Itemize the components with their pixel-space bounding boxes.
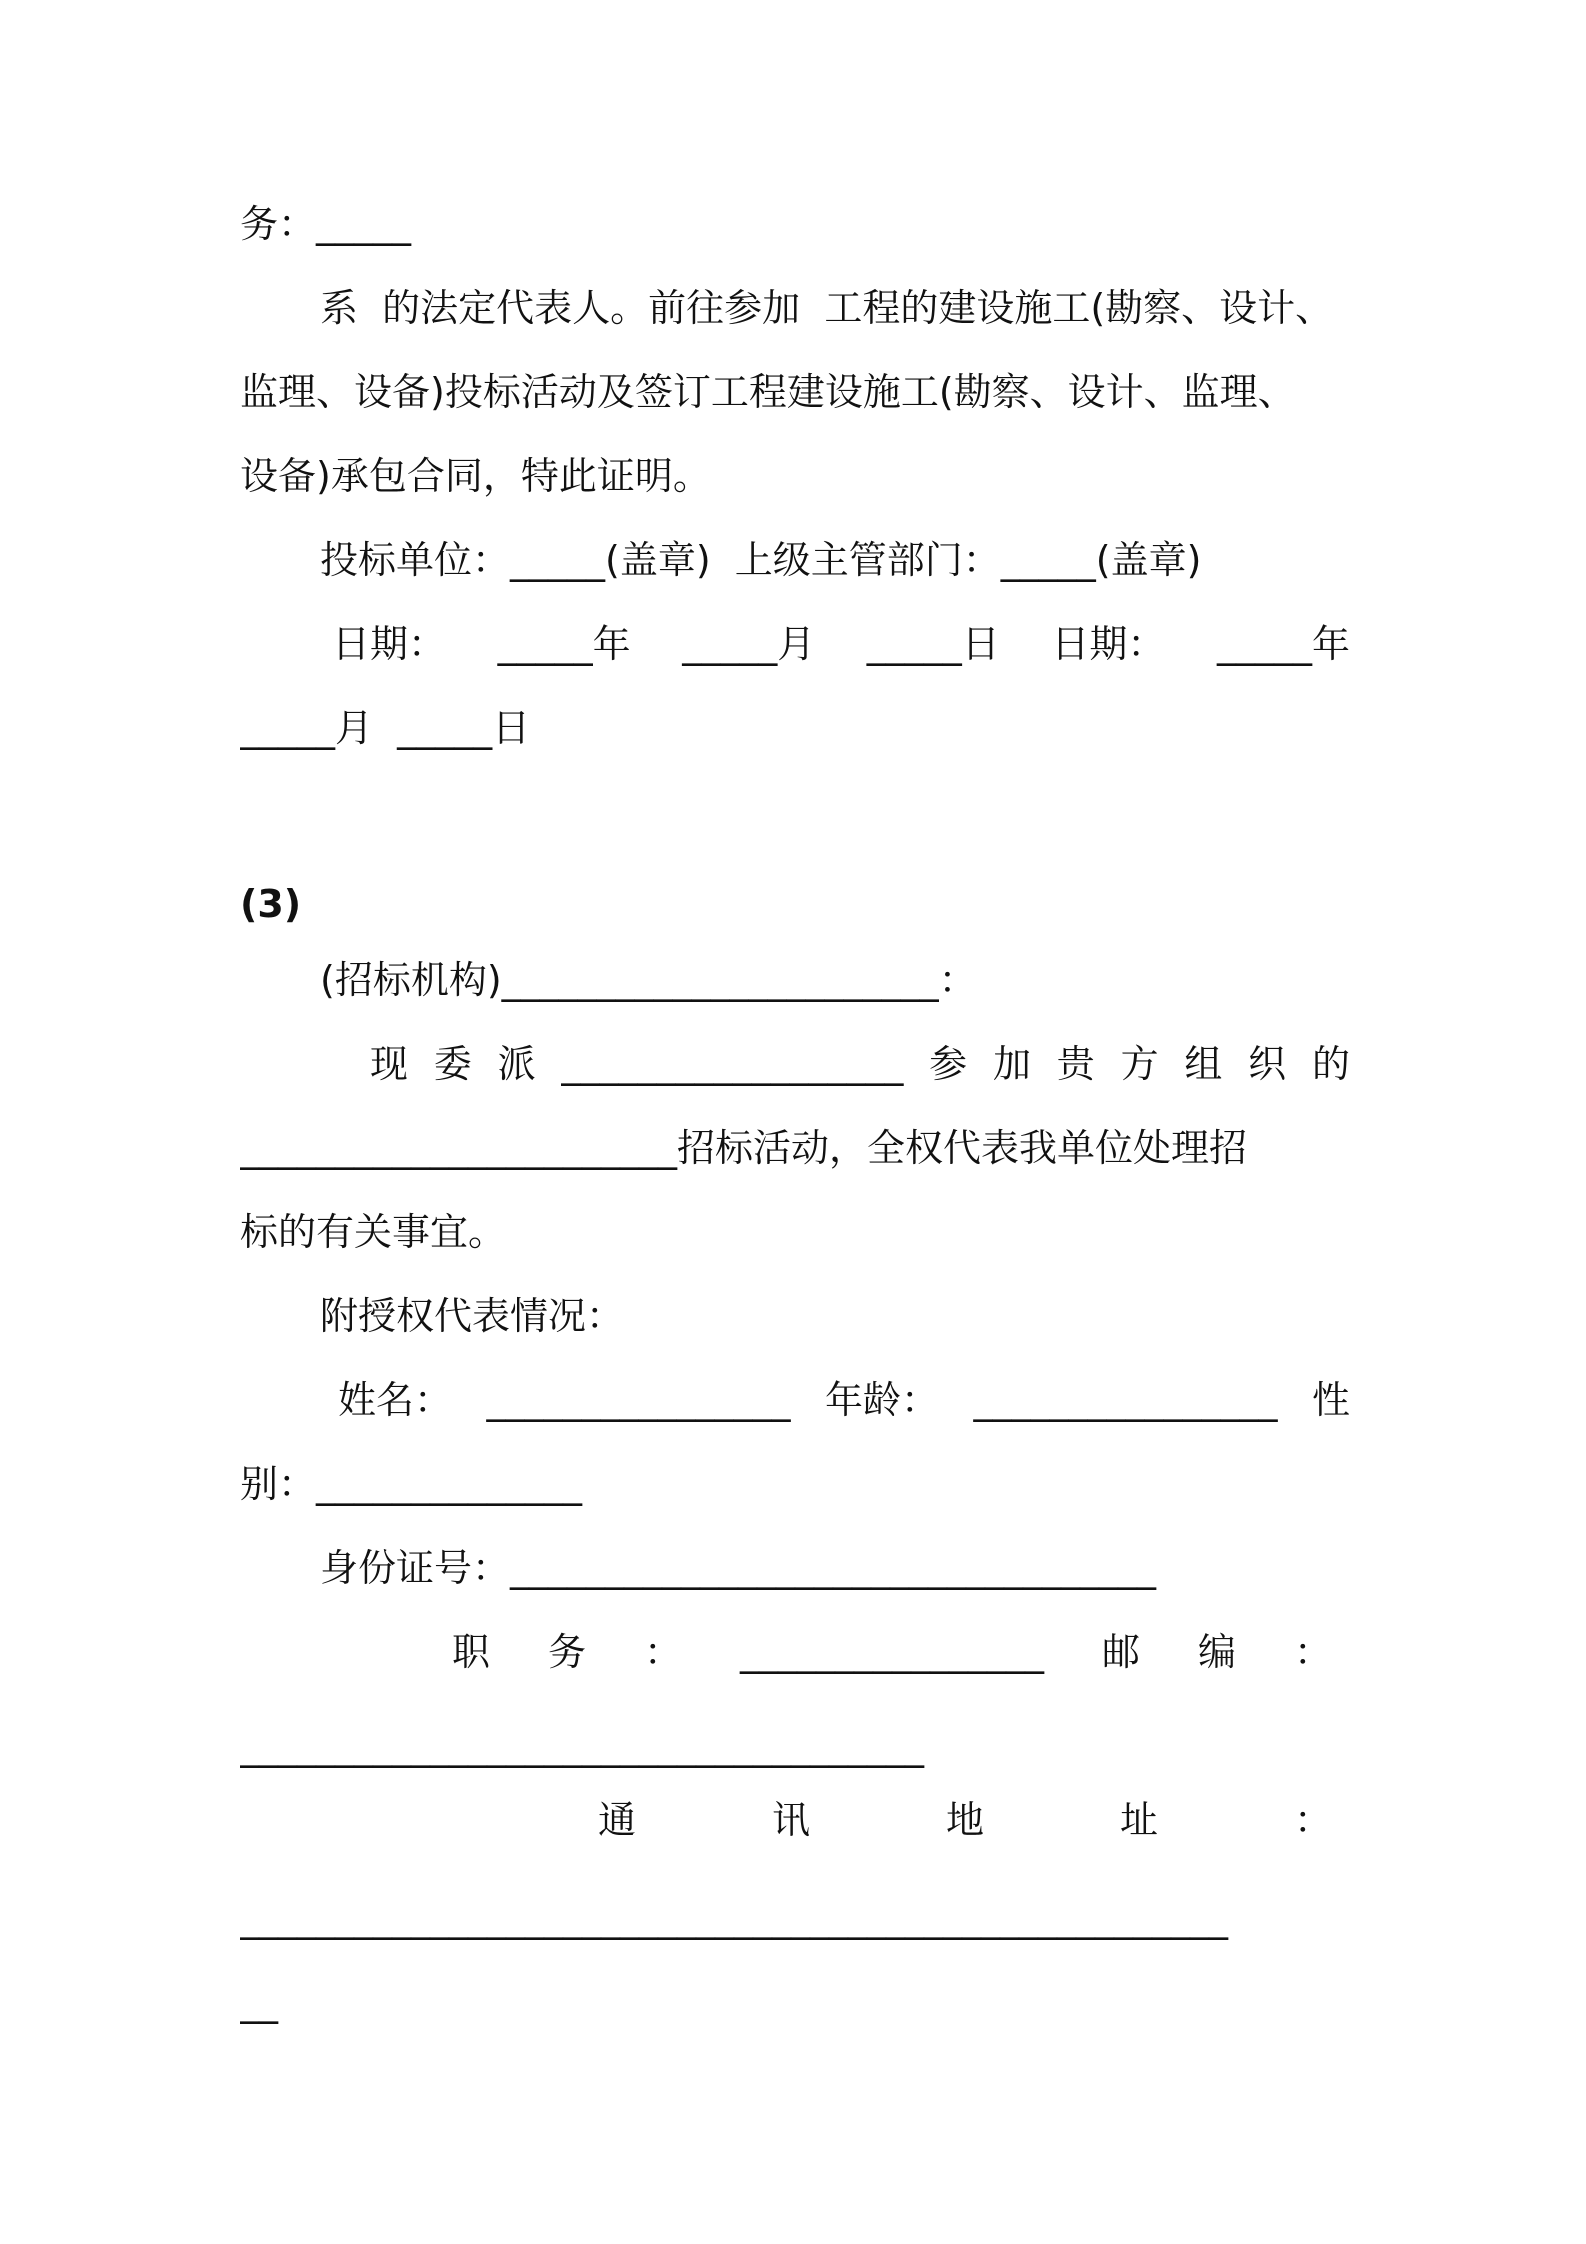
section-number: (3) xyxy=(240,882,302,926)
position-colon: ： xyxy=(644,1630,683,1674)
word-zhi-address: 址 xyxy=(1119,1798,1158,1842)
line-supervision-equipment: 监理、设备)投标活动及签订工程建设施工(勘察、设计、监理、 xyxy=(240,370,1296,414)
word-fang: 方 xyxy=(1120,1042,1159,1086)
line-tender-agency: (招标机构)_______________________： xyxy=(320,958,977,1002)
gender-label-start: 性 xyxy=(1311,1378,1350,1422)
date-label-1: 日期： xyxy=(332,622,447,666)
word-di: 地 xyxy=(945,1798,984,1842)
line-dates-continued: _____月 _____日 xyxy=(240,706,531,750)
name-blank: ________________ xyxy=(486,1378,791,1422)
line-representative-info-heading: 附授权代表情况： xyxy=(320,1294,625,1338)
age-label: 年龄： xyxy=(824,1378,939,1422)
date-year-1: _____年 xyxy=(497,622,631,666)
line-address-blank-end: __ xyxy=(240,1980,278,2024)
word-pai: 派 xyxy=(497,1042,536,1086)
line-postcode-blank: ____________________________________ xyxy=(240,1724,924,1768)
line-name-age xyxy=(338,1376,1350,1428)
line-legal-representative: 系 的法定代表人。前往参加 工程的建设施工(勘察、设计、 xyxy=(320,286,1334,330)
name-label: 姓名： xyxy=(338,1378,453,1422)
word-xian: 现 xyxy=(370,1042,409,1086)
postcode-colon: ： xyxy=(1293,1630,1332,1674)
line-bidder-seal: 投标单位：_____(盖章) 上级主管部门：_____(盖章) xyxy=(320,538,1202,582)
word-de: 的 xyxy=(1311,1042,1350,1086)
age-blank: ________________ xyxy=(973,1378,1278,1422)
line-dates xyxy=(332,620,1350,672)
word-wei: 委 xyxy=(433,1042,472,1086)
word-bian: 编 xyxy=(1197,1630,1236,1674)
word-zhi: 织 xyxy=(1248,1042,1287,1086)
date-month-1: _____月 xyxy=(682,622,816,666)
word-can: 参 xyxy=(929,1042,968,1086)
word-zu: 组 xyxy=(1184,1042,1223,1086)
word-tong: 通 xyxy=(598,1798,637,1842)
word-wu-position: 务 xyxy=(548,1630,587,1674)
line-contract-certify: 设备)承包合同，特此证明。 xyxy=(240,454,711,498)
line-gender: 别：______________ xyxy=(240,1462,583,1506)
line-delegate xyxy=(370,1040,1350,1092)
address-colon: ： xyxy=(1293,1798,1332,1842)
date-year-2: _____年 xyxy=(1216,622,1350,666)
line-id-number: 身份证号：__________________________________ xyxy=(320,1546,1157,1590)
delegate-blank: __________________ xyxy=(561,1042,904,1086)
word-you: 邮 xyxy=(1101,1630,1140,1674)
line-bidding-activity: _______________________招标活动，全权代表我单位处理招 xyxy=(240,1126,1248,1170)
date-day-1: _____日 xyxy=(866,622,1000,666)
line-address-blank: ____________________________________________________ xyxy=(240,1896,1228,1940)
word-xun: 讯 xyxy=(771,1798,810,1842)
line-related-matters: 标的有关事宜。 xyxy=(240,1210,507,1254)
word-gui: 贵 xyxy=(1056,1042,1095,1086)
position-blank: ________________ xyxy=(740,1630,1044,1674)
line-position-postcode xyxy=(452,1628,1332,1680)
word-jia: 加 xyxy=(992,1042,1031,1086)
line-duty-continued: 务：_____ xyxy=(240,202,412,246)
word-zhi-position: 职 xyxy=(452,1630,491,1674)
line-address xyxy=(598,1796,1332,1848)
date-label-2: 日期： xyxy=(1051,622,1166,666)
